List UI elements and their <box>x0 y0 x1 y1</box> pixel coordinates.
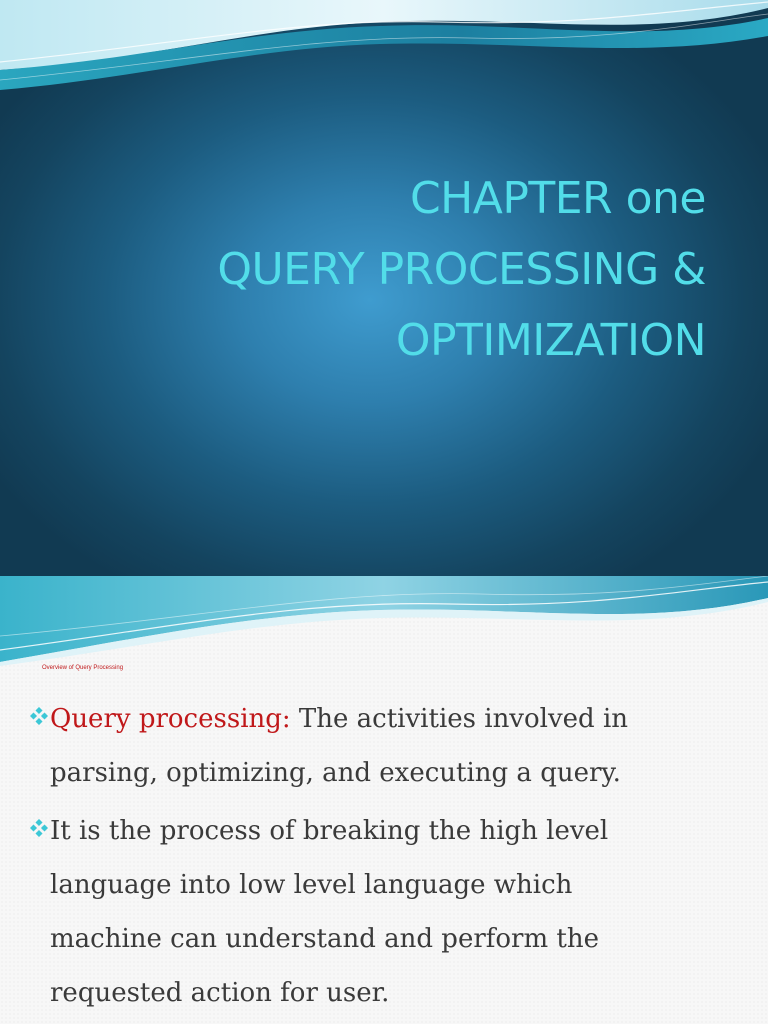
four-diamond-bullet-icon <box>30 707 48 725</box>
title-line-2: QUERY PROCESSING & <box>217 244 706 295</box>
content-slide <box>0 576 768 1024</box>
bullet-list <box>30 692 740 1024</box>
bullet-1-line-1 <box>50 692 740 746</box>
wave-decoration-top <box>0 576 768 666</box>
four-diamond-bullet-icon <box>30 819 48 837</box>
bullet-1-term: Query processing: <box>50 704 291 734</box>
slide-title <box>217 163 706 376</box>
bullet-2-line-3: machine can understand and perform the <box>50 924 599 954</box>
bullet-item-1 <box>30 692 740 800</box>
bullet-1-text: The activities involved in <box>290 704 629 734</box>
bullet-1-line-2: parsing, optimizing, and executing a query. <box>50 758 621 788</box>
bullet-2-line-1: It is the process of breaking the high level <box>50 816 609 846</box>
bullet-item-2 <box>30 804 740 1020</box>
bullet-2-line-4: requested action for user. <box>50 978 390 1008</box>
wave-decoration-top <box>0 0 768 90</box>
title-line-1: CHAPTER one <box>409 173 706 224</box>
slide-heading: Overview of Query Processing <box>42 665 124 671</box>
bullet-2-line-2: language into low level language which <box>50 870 573 900</box>
title-line-3: OPTIMIZATION <box>395 315 706 366</box>
